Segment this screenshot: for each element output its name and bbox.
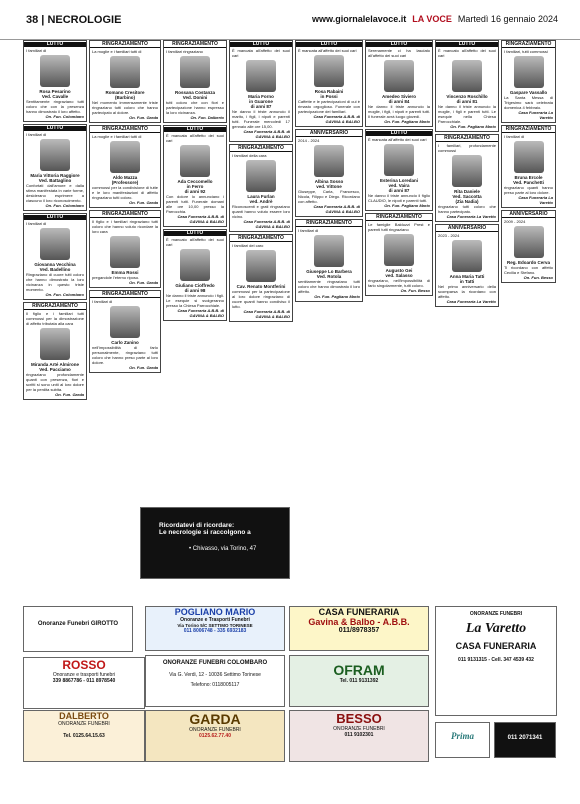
notice-text: Ringraziano di cuore tutti coloro che hanno dimostrato la loro vicinanza in questo triste momento.: [26, 272, 84, 292]
notice-type: LUTTO: [24, 42, 86, 47]
funeral-home: On. Fun. Besso: [523, 275, 553, 280]
notice-lead: È mancata all'affetto dei suoi cari: [368, 137, 427, 142]
notice-lead: È mancata all'affetto dei suoi cari: [298, 48, 357, 53]
deceased-name: Augusto Gei ved. Salasso: [385, 268, 413, 278]
obituary-notice: [365, 213, 433, 296]
funeral-home: On. Fun. Pagliano Mario: [384, 203, 430, 208]
portrait-photo: [514, 56, 544, 88]
notice-text: ringraziano profondamente quanti con presenza, fiori e scritti si sono uniti al loro dolore per la perdita subita.: [26, 372, 84, 392]
funeral-home: On. Fun. Dalberto: [190, 115, 224, 120]
portrait-photo: [314, 55, 344, 87]
notice-lead: La moglie e i familiari tutti di: [92, 134, 142, 139]
portrait-photo: [246, 60, 276, 92]
funeral-home: Casa Funeraria La Varetto: [518, 110, 553, 120]
notice-type: LUTTO: [230, 42, 292, 47]
obituary-notice: [365, 40, 433, 127]
portrait-photo: [384, 234, 414, 266]
portrait-photo: [110, 56, 140, 88]
notice-column: [365, 40, 433, 600]
page-header: [0, 0, 580, 40]
portrait-photo: [180, 249, 210, 281]
notice-type: LUTTO: [164, 127, 226, 132]
portrait-photo: [514, 226, 544, 258]
funeral-home: Casa Funeraria A.B.B. di GAVINA & BALBO: [243, 309, 290, 319]
notice-type: RINGRAZIAMENTO: [296, 221, 362, 227]
reminder-box: Ricordatevi di ricordare: Le necrologie si raccolgono a • Chivasso, via Torino, 47: [140, 507, 290, 579]
deceased-name: Rita Daniele Ved. Saccotta (Zia Nadia): [452, 189, 482, 204]
notice-type: LUTTO: [436, 42, 498, 47]
notice-type: LUTTO: [164, 231, 226, 236]
notice-text: Con dolore lo annunciano i parenti tutti. Funerale domani alle ore 10,00 presso la Parrocchia.: [166, 194, 224, 214]
funeral-home: On. Fun. Garda: [129, 200, 158, 205]
ad-girotto: Onoranze Funebri GIROTTO: [23, 606, 133, 652]
notice-column: [435, 40, 499, 600]
obituary-notice: [435, 40, 499, 132]
obituary-notice: [89, 210, 161, 288]
notice-type: RINGRAZIAMENTO: [90, 292, 160, 298]
obituary-notice: [163, 229, 227, 321]
funeral-home: Casa Funeraria A.B.B. di GAVINA & BALBO: [177, 214, 224, 224]
obituary-notice: [229, 144, 293, 232]
deceased-name: Cav. Renato Montferini: [236, 284, 286, 289]
funeral-home: Casa Funeraria A.B.B. di GAVINA & BALBO: [243, 219, 290, 229]
notice-lead: I familiari di: [504, 134, 525, 139]
notice-lead: 2023 - 2024: [438, 233, 460, 238]
obituary-notice: [163, 125, 227, 227]
notice-lead: Le famiglie Balduzzi Prest e parenti tutti ringraziano: [368, 222, 430, 232]
portrait-photo: [314, 235, 344, 267]
notice-text: Ne danno il triste annuncio la moglie, i figli, i nipoti e parenti tutti. Il funerale avrà luogo giovedì.: [368, 104, 430, 119]
portrait-photo: [110, 306, 140, 338]
notice-text: Nel primo anniversario della scomparsa la ricordano con affetto.: [438, 284, 496, 299]
ad-rosso: ROSSO Onoranze e trasporti funebri 339 8867786 - 011 8978540: [23, 657, 145, 709]
obituary-notice: [295, 219, 363, 302]
notice-lead: I familiari della cara: [232, 153, 267, 158]
portrait-photo: [384, 144, 414, 176]
portrait-photo: [314, 145, 344, 177]
obituary-notice: [23, 40, 87, 122]
deceased-name: Romano Cresitore (Barbino): [105, 90, 145, 100]
obituary-notice: [295, 40, 363, 127]
ad-pogliano: POGLIANO MARIO Onoranze e Trasporti Funebri Via Torino 5/C SETTIMO TORINESE 011 8006748 - 335 6932183: [145, 606, 285, 651]
portrait-photo: [246, 160, 276, 192]
funeral-home: Casa Funeraria La Varetto: [518, 195, 553, 205]
deceased-name: Aldo Mazza (Professore): [111, 175, 139, 185]
deceased-name: Emma Rossi: [111, 270, 139, 275]
ad-ofram: OFRAM Tel. 011 9131392: [289, 655, 429, 707]
portrait-photo: [110, 236, 140, 268]
obituary-notice: [435, 224, 499, 307]
notice-text: Sentitamente ringraziano tutti coloro che con la presenza hanno dimostrato il loro affetto.: [26, 99, 84, 114]
portrait-photo: [110, 141, 140, 173]
notice-text: Confortati dall'amore e dalla stima manifestata in varie forme, desiderano esprimere a ciascuno il loro riconoscimento.: [26, 183, 84, 203]
notice-type: ANNIVERSARIO: [502, 212, 555, 218]
funeral-home: Casa Funeraria La Varetto: [446, 299, 496, 304]
notice-type: RINGRAZIAMENTO: [24, 304, 86, 310]
notice-lead: È mancato all'affetto dei suoi cari: [438, 48, 496, 58]
notice-type: LUTTO: [366, 42, 432, 47]
deceased-name: Carlo Zanino: [111, 340, 139, 345]
notice-text: Riconoscenti e grati ringraziano quanti hanno voluto essere loro vicino.: [232, 204, 290, 219]
notice-column: [23, 40, 87, 600]
notice-type: RINGRAZIAMENTO: [164, 42, 226, 48]
deceased-name: Reg. Edoardo Cerva: [506, 260, 550, 265]
portrait-photo: [180, 56, 210, 88]
notice-text: sentitamente ringraziano tutti coloro che hanno dimostrato il loro affetto.: [298, 279, 360, 294]
notice-lead: Il figlio e i familiari ringraziano tutti coloro che hanno voluto ricordare la loro cara: [92, 219, 158, 234]
notice-type: RINGRAZIAMENTO: [230, 146, 292, 152]
deceased-name: Maria Vittoria Raggiore Ved. Battaglino: [30, 173, 80, 183]
deceased-name: Esterina Loredani ved. Vaira di anni 87: [379, 178, 418, 193]
notice-text: Ne danno il triste annuncio il marito, i figli, i nipoti e parenti tutti. Funerale mercoledì 17 gennaio alle ore 15,00.: [232, 109, 290, 129]
notice-text: Ne danno il triste annuncio la moglie, i figli e parenti tutti. Le esequie nella Chiesa Parrocchiale.: [438, 104, 496, 124]
deceased-name: Rosa Rabaini in Possi: [314, 89, 344, 99]
notice-type: RINGRAZIAMENTO: [502, 42, 555, 48]
notice-lead: I familiari di: [26, 221, 47, 226]
deceased-name: Gaspare Vassallo: [509, 90, 548, 95]
ad-colombaro: ONORANZE FUNEBRI COLOMBARO Via G. Verdi, 12 - 10036 Settimo Torinese Telefono: 0118005117: [145, 655, 285, 707]
notice-lead: 2009 - 2024: [504, 219, 526, 224]
funeral-home: On. Fun. Garda: [129, 365, 158, 370]
deceased-name: Amedeo Siviero di anni 84: [381, 94, 416, 104]
deceased-name: Albina Sosso ved. Vittone: [314, 179, 344, 189]
notice-type: RINGRAZIAMENTO: [90, 42, 160, 48]
notice-lead: I familiari, tutti commossi: [504, 49, 548, 54]
obituary-notice: [89, 290, 161, 373]
notice-lead: I familiari di: [298, 228, 319, 233]
obituary-notice: [295, 129, 363, 217]
obituary-notice: [23, 124, 87, 211]
notice-text: Ne danno il triste annuncio i figli. Le esequie si svolgeranno presso la Chiesa Parrocchiale.: [166, 293, 224, 308]
page-section: 38 | NECROLOGIE: [26, 14, 122, 26]
notice-text: commossi per la condivisione di tutte e le loro manifestazioni di affetto ringraziano tutti coloro.: [92, 185, 158, 200]
notice-lead: I familiari ringraziano: [166, 49, 203, 54]
ad-gavina-balbo: CASA FUNERARIA Gavina & Balbo - A.B.B. 011/8978357: [289, 606, 429, 651]
notice-text: pregandole l'eterno riposo.: [92, 275, 140, 280]
ad-phone: 011 2071341: [494, 722, 556, 758]
notice-type: RINGRAZIAMENTO: [436, 136, 498, 142]
funeral-home: On. Fun. Colombaro: [45, 292, 84, 297]
portrait-photo: [40, 328, 70, 360]
funeral-home: On. Fun. Pagliano Mario: [450, 124, 496, 129]
notice-text: ringraziano quanti hanno preso parte al loro dolore.: [504, 185, 553, 195]
notice-text: ringraziano tutti coloro che hanno partecipato.: [438, 204, 496, 214]
notice-lead: I familiari, profondamente commossi: [438, 143, 496, 153]
notice-type: LUTTO: [24, 215, 86, 220]
notice-lead: È mancata all'affetto dei suoi cari: [166, 133, 224, 143]
ad-prima: Prima: [435, 722, 490, 758]
notice-lead: I familiari di: [92, 299, 113, 304]
funeral-home: Casa Funeraria A.B.B. di GAVINA & BALBO: [243, 129, 290, 139]
funeral-home: Casa Funeraria A.B.B. di GAVINA & BALBO: [313, 114, 360, 124]
notice-lead: È mancato all'affetto dei suoi cari: [166, 237, 224, 247]
obituary-notice: [89, 125, 161, 208]
deceased-name: Bruna Ercole Ved. Panchetti: [513, 175, 544, 185]
funeral-home: On. Fun. Garda: [55, 392, 84, 397]
obituary-notice: [501, 125, 556, 208]
notice-text: Nel momento immensamente triste ringraziano tutti coloro che hanno partecipato al dolore.: [92, 100, 158, 115]
notice-type: LUTTO: [24, 126, 86, 131]
ad-dalberto: DALBERTO ONORANZE FUNEBRI Tel. 0125.64.15.63: [23, 710, 145, 762]
funeral-home: On. Fun. Besso: [400, 288, 430, 293]
notice-lead: I familiari di: [26, 132, 47, 137]
ad-la-varetto: ONORANZE FUNEBRI La Varetto CASA FUNERARIA 011 9131315 - Cell. 347 4539 432: [435, 606, 557, 716]
deceased-name: Rossana Costanza Ved. Donini: [174, 90, 215, 100]
notice-lead: I familiari di: [26, 48, 47, 53]
notice-column: [501, 40, 556, 600]
deceased-name: Rosa Pesarino Ved. Cavalle: [39, 89, 71, 99]
obituary-notice: [229, 234, 293, 322]
portrait-photo: [180, 145, 210, 177]
notice-lead: Il figlio e i familiari tutti commossi per la dimostrazione di affetto tributata alla cara: [26, 311, 84, 326]
notice-column: [295, 40, 363, 505]
notice-text: Ne danno il triste annuncio il figlio CLAUDIO, le nipoti e parenti tutti.: [368, 193, 430, 203]
portrait-photo: [452, 240, 482, 272]
deceased-name: Giovanna Vecchina Ved. Badellino: [34, 262, 76, 272]
obituary-notice: [23, 213, 87, 300]
notice-lead: Serenamente ci ha lasciato all'affetto dei suoi cari: [368, 48, 430, 58]
deceased-name: Ada Ceccomello in Ferro di anni 92: [177, 179, 213, 194]
notice-type: LUTTO: [366, 131, 432, 136]
funeral-home: Casa Funeraria La Varetto: [446, 214, 496, 219]
portrait-photo: [452, 155, 482, 187]
obituary-notice: [89, 40, 161, 123]
obituary-notice: [501, 210, 556, 283]
notice-column: [163, 40, 227, 505]
notice-text: nell'impossibilità di farlo personalmente, ringraziano tutti coloro che hanno preso parte al loro dolore.: [92, 345, 158, 365]
funeral-home: On. Fun. Colombaro: [45, 114, 84, 119]
funeral-home: On. Fun. Garda: [129, 115, 158, 120]
notice-type: ANNIVERSARIO: [436, 226, 498, 232]
notice-column: [229, 40, 293, 505]
ad-garda: GARDA ONORANZE FUNEBRI 0125.62.77.40: [145, 710, 285, 762]
obituary-notice: [435, 134, 499, 222]
obituary-notice: [23, 302, 87, 400]
deceased-name: Vincenzo Roschillo di anni 81: [446, 94, 488, 104]
portrait-photo: [40, 139, 70, 171]
masthead: www.giornalelavoce.it LA VOCE Martedì 16 gennaio 2024: [312, 14, 558, 24]
notice-lead: La moglie e i familiari tutti di: [92, 49, 142, 54]
funeral-home: On. Fun. Garda: [129, 280, 158, 285]
portrait-photo: [40, 55, 70, 87]
funeral-home: Casa Funeraria A.B.B. di GAVINA & BALBO: [177, 308, 224, 318]
funeral-home: Casa Funeraria A.B.B. di GAVINA & BALBO: [313, 204, 360, 214]
deceased-name: Miranda Arté Almirone Ved. Pacciamo: [31, 362, 79, 372]
portrait-photo: [246, 250, 276, 282]
notice-type: RINGRAZIAMENTO: [366, 215, 432, 221]
notice-lead: È mancata all'affetto dei suoi cari: [232, 48, 290, 58]
funeral-home: On. Fun. Colombaro: [45, 203, 84, 208]
notice-lead: I familiari del caro: [232, 243, 264, 248]
notice-type: RINGRAZIAMENTO: [90, 212, 160, 218]
portrait-photo: [384, 60, 414, 92]
obituary-notice: [163, 40, 227, 123]
notice-type: LUTTO: [296, 42, 362, 47]
portrait-photo: [40, 228, 70, 260]
notice-text: Caffette e le partecipazioni di cui è rimasto orgoglioso. Funerale con partecipazione dei familiari.: [298, 99, 360, 114]
portrait-photo: [452, 60, 482, 92]
notice-text: Ti ricordano con affetto Cecilia e Stefano.: [504, 265, 553, 275]
notice-text: tutti coloro che con fiori e partecipazione hanno espresso la loro vicinanza.: [166, 100, 224, 115]
notice-text: commossi per la partecipazione al loro dolore ringraziano di cuore quanti hanno condiviso il lutto.: [232, 289, 290, 309]
deceased-name: Maria Forno in Guarone di anni 87: [248, 94, 274, 109]
deceased-name: Giuseppe Lo Barbera Ved. Rotola: [306, 269, 352, 279]
funeral-home: On. Fun. Pagliano Mario: [384, 119, 430, 124]
deceased-name: Laura Furlan ved. Andrè: [247, 194, 275, 204]
deceased-name: Anna Maria Tatti in Tatti: [449, 274, 485, 284]
notice-type: ANNIVERSARIO: [296, 131, 362, 137]
obituary-notice: [501, 40, 556, 123]
portrait-photo: [514, 141, 544, 173]
deceased-name: Giuliano Cioffredo di anni 98: [175, 283, 215, 293]
notice-type: RINGRAZIAMENTO: [230, 236, 292, 242]
ad-besso: BESSO ONORANZE FUNEBRI 011 9102301: [289, 710, 429, 762]
notice-lead: 2014 - 2024: [298, 138, 320, 143]
obituary-notice: [229, 40, 293, 142]
obituary-notice: [365, 129, 433, 211]
notice-type: RINGRAZIAMENTO: [502, 127, 555, 133]
notice-text: ringraziano, nell'impossibilità di farlo singolarmente, tutti coloro.: [368, 278, 430, 288]
funeral-home: On. Fun. Pagliano Mario: [314, 294, 360, 299]
notice-text: Giuseppe, Carla, Francesco, Nicola, Filippo e Diego. Ricordano con affetto.: [298, 189, 360, 204]
notice-type: RINGRAZIAMENTO: [90, 127, 160, 133]
notice-text: La Santa Messa di Trigesimo sarà celebrata domenica 4 febbraio.: [504, 95, 553, 110]
